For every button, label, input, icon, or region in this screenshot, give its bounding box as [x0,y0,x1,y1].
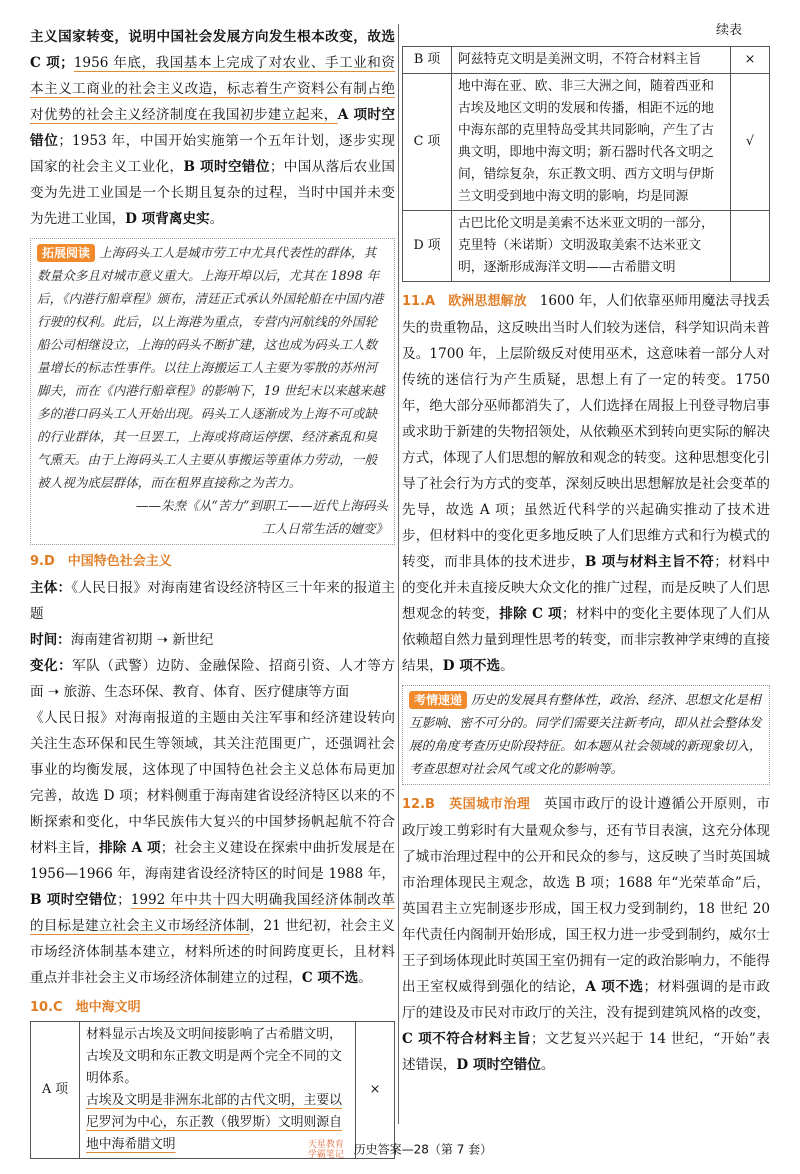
text-run: 排除 A 项 [98,840,161,856]
column-divider [398,24,399,1124]
row-text: 古巴比伦文明是美索不达米亚文明的一部分，克里特（米诺斯）文明汲取美索不达米亚文明，逐渐形成海洋文明——古希腊文明 [452,211,731,282]
text-run: C 项不选 [301,970,359,986]
text-run: ；社会主义建设在探索中曲折发展是在 1956—1966 年，海南建省设经济特区的时间是 1988 年， [30,840,396,882]
text-run: D 项背离史实 [125,211,210,227]
text-run: B 项时空错位 [30,892,118,908]
table-row [403,74,770,211]
text-run: 主义国家转变，说明中国社会发展方向发生根本改变，故选 C 项； [30,29,395,71]
left-column [30,24,395,1159]
question-9-body [30,705,395,991]
text-run: 《人民日报》对海南报道的主题由关注军事和经济建设转向关注生态环保和民生等领域，其关注范围更广，还强调社会事业的均衡发展，这体现了中国特色社会主义总体布局更加完善，故选 D 项； [30,710,395,804]
text-run: ；材料中的变化主要体现了人们从依赖超自然力量到理性思考的转变，而非宗教神学束缚的直接结果， [402,606,770,674]
text-run: ；1953 年，中国开始实施第一个五年计划，逐步实现国家的社会主义工业化， [30,133,396,175]
extended-reading-text: 上海码头工人是城市劳工中尤具代表性的群体，其数量众多且对城市意义重大。上海开埠以后，尤其在 1898 年后，《内港行船章程》颁布，清廷正式承认外国轮船在中国内港行驶的权利。此后，以上海港为重点，专营内河航线的外国轮船公司相继设立，上海的码头不断扩建，这也成为码头工人数量增长的标志性事件。以往上海搬运工人主要为零散的苏州河脚夫，而在《内港行船章程》的影响下，19 世纪末以来越来越多的港口码头工人开始出现。码头工人逐渐成为上海不可或缺的行业群体，其一旦罢工，上海或将商运停摆、经济紊乱和臭气熏天。由于上海码头工人主要从事搬运等重体力劳动，一般被人视为底层群体，而在租界直接称之为苦力。 [37,245,385,490]
text-run: D 项不选 [442,658,501,674]
text-run: ，21 世纪初，社会主义市场经济体制基本建立，材料所述的时间跨度更长，且材料重点并非社会主义市场经济体制建立的过程， [30,918,395,986]
text-run: 1992 年中共十四大明确我国经济体制改革的目标是建立社会主义市场经济体制 [30,892,395,934]
exam-tip-box [402,685,770,785]
text-run: C 项不符合材料主旨 [402,1031,531,1047]
row-mark: × [731,47,770,74]
text-run: D 项时空错位 [456,1057,541,1073]
page-footer [0,1140,800,1160]
text-run: ；文艺复兴兴起于 14 世纪，“开始”表述错误， [402,1031,770,1073]
text-run: 1600 年，人们依靠巫师用魔法寻找丢失的贵重物品，这反映出当时人们较为迷信，科学知识尚未普及。1700 年，上层阶级反对使用巫术，这意味着一部分人对传统的迷信行为产生质疑，思想上有了一定的转变。1750 年，绝大部分巫师都消失了，人们选择在周报上刊登寻物启事或求助于新建的失物招领处，从依赖巫术到转向更实际的解决方式，体现了人们思想的解放和观念的转变。这种思想变化引导了社会行为方式的变革，深刻反映出思想解放是社会变革的先导，故选 A 项；虽然近代科学的兴起确实推动了技术进步，但材料中的变化更多地反映了人们思维方式和行为模式的转变，而非具体的技术进步， [402,293,770,570]
row-mark: √ [731,74,770,211]
question-heading: 12.B 英国城市治理 [402,797,545,812]
q9-line-time: 时间：海南建省初期 ➝ 新世纪 [30,632,214,648]
text-run: B 项时空错位 [183,159,270,175]
row-text: 材料显示古埃及文明间接影响了古希腊文明，古埃及文明和东正教文明是两个完全不同的文明体系。 古埃及文明是非洲东北部的古代文明，主要以尼罗河为中心，东正教（俄罗斯）文明则源自地中海希腊文明 [80,1022,356,1159]
row-label: B 项 [403,47,452,74]
row-label: A 项 [31,1022,80,1159]
text-run: 。 [209,211,224,227]
row-mark: × [356,1022,395,1159]
row-text: 地中海在亚、欧、非三大洲之间，随着西亚和古埃及地区文明的发展和传播，相距不远的地中海东部的克里特岛受其共同影响，产生了古典文明，即地中海文明；新石器时代各文明之间，错综复杂，东正教文明、西方文明与伊斯兰文明受到地中海文明的影响，均是同源 [452,74,731,211]
text-run: 。 [358,970,372,986]
row-label: D 项 [403,211,452,282]
text-run: 材料侧重于海南建省设经济特区以来的不断探索和变化，中华民族伟大复兴的中国梦扬帆起航不符合材料主旨， [30,788,396,856]
continued-table-label: 续表 [715,23,742,38]
question-12-body [402,791,770,1078]
table-row [403,211,770,282]
row-text: 阿兹特克文明是美洲文明，不符合材料主旨 [452,47,731,74]
text-run: B 项与材料主旨不符 [584,554,715,570]
question-9-heading: 9.D 中国特色社会主义 [30,554,172,569]
q9-line-subject: 主体：《人民日报》对海南建省设经济特区三十年来的报道主题 [30,580,396,622]
extended-reading-source-2: 工人日常生活的嬗变》 [262,521,388,536]
table-row [403,47,770,74]
text-run: 英国市政厅的设计遵循公开原则，市政厅竣工剪彩时有大量观众参与，还有节目表演，这充分体现了城市治理过程中的公开和民众的参与，这反映了当时英国城市治理体现民主观念，故选 B 项；1688 年“光荣革命”后，英国君主立宪制逐步形成，国王权力受到制约，18 世纪 20 年代责任内阁制开始形成，国王权力进一步受到制约，威尔士王子到场体现此时英国王室仍拥有一定的政治影响力，不能得出王室权威得到强化的结论， [402,796,770,995]
text-run: 。 [500,658,514,674]
text-run: 。 [540,1057,555,1073]
text-run: ；材料中的变化并未直接反映大众文化的推广过程，而是反映了人们思想观念的转变， [402,554,770,622]
row-label: C 项 [403,74,452,211]
text-run: A 项不选 [585,979,644,995]
extended-reading-tag: 拓展阅读 [37,244,95,262]
right-column [402,24,770,1078]
extended-reading-source-1: ——朱焘《从“苦力”到职工——近代上海码头 [135,498,388,513]
question-9-lines [30,575,395,705]
question-10-table-right [402,46,770,282]
intro-paragraph [30,24,395,232]
exam-tip-text: 历史的发展具有整体性，政治、经济、思想文化是相互影响、密不可分的。同学们需要关注新考向，即从社会整体发展的角度考查历史阶段特征。如本题从社会领域的新现象切入，考查思想对社会风气或文化的影响等。 [409,692,762,776]
table-row [31,1022,395,1159]
footer-text: 历史答案—28（第 7 套） [353,1142,493,1157]
extended-reading-box [30,238,395,545]
text-run: 排除 C 项 [499,606,562,622]
text-run: ；中国从落后农业国变为先进工业国是一个长期且复杂的过程，当时中国并未变为先进工业国， [30,159,396,227]
text-run: 1956 年底，我国基本上完成了对农业、手工业和资本主义工商业的社会主义改造，标志着生产资料公有制占绝对优势的社会主义经济制度在我国初步建立起来， [30,55,395,123]
question-10-heading: 10.C 地中海文明 [30,1000,141,1015]
publisher-logo: 天星教育 学霸笔记 [307,1140,344,1160]
text-run: ；材料强调的是市政厅的建设及市民对市政厅的关注，没有提到建筑风格的改变， [402,979,771,1021]
q9-line-change: 变化：军队（武警）边防、金融保险、招商引资、人才等方面 ➝ 旅游、生态环保、教育、体育、医疗健康等方面 [30,658,396,700]
exam-tip-tag: 考情速递 [409,691,467,709]
row-mark [731,211,770,282]
text-run: ； [117,892,131,908]
text-run: A 项时空错位 [30,107,396,149]
question-heading: 11.A 欧洲思想解放 [402,294,540,309]
question-10-table-left [30,1021,395,1159]
question-11-body [402,288,770,679]
